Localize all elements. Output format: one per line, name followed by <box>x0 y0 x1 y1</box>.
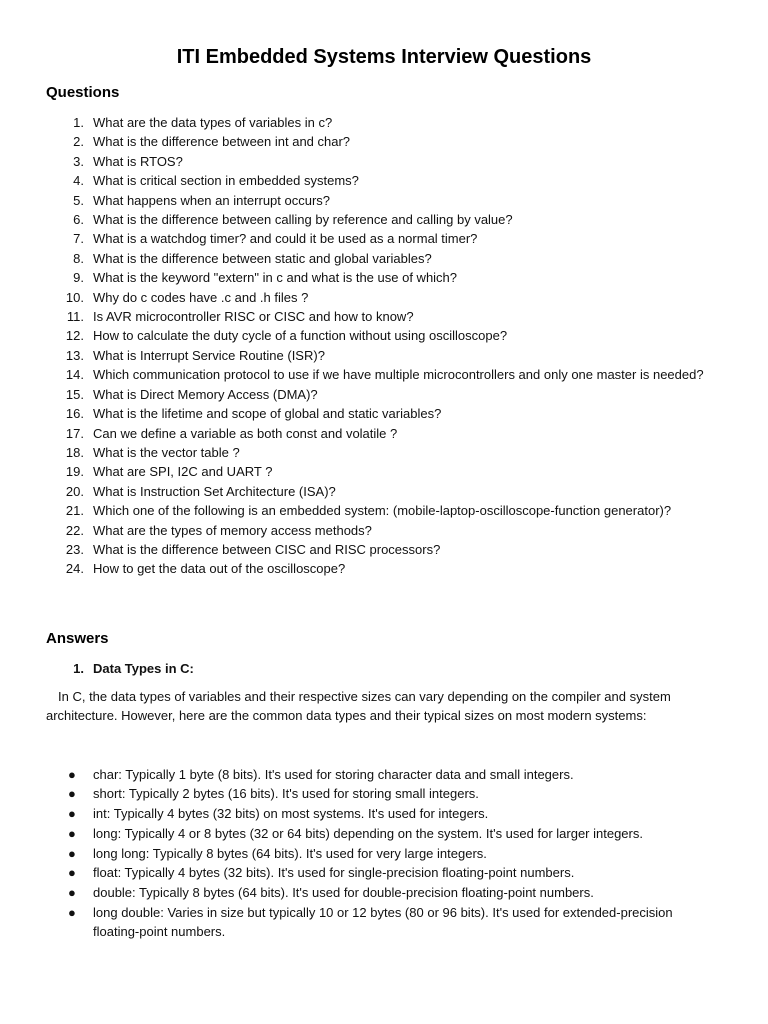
list-item <box>46 903 722 942</box>
question-item <box>46 424 722 443</box>
question-number: 21. <box>65 503 84 519</box>
question-item <box>46 443 722 462</box>
question-number: 24. <box>65 561 84 577</box>
question-item <box>46 540 722 559</box>
list-item-text: int: Typically 4 bytes (32 bits) on most systems. It's used for integers. <box>93 806 489 822</box>
bullet-icon: ● <box>68 766 76 782</box>
question-text: What is RTOS? <box>93 153 183 169</box>
question-item <box>46 229 722 248</box>
questions-heading: Questions <box>46 84 120 101</box>
question-number: 15. <box>65 386 84 402</box>
question-text: What is a watchdog timer? and could it be used as a normal timer? <box>93 231 478 247</box>
question-number: 22. <box>65 522 84 538</box>
question-item <box>46 462 722 481</box>
question-text: What is critical section in embedded systems? <box>93 173 359 189</box>
question-item <box>46 346 722 365</box>
question-item <box>46 501 722 520</box>
bullet-icon: ● <box>68 825 76 841</box>
question-item <box>46 326 722 345</box>
list-item <box>46 863 722 883</box>
question-text: How to get the data out of the oscilloscope? <box>93 561 346 577</box>
question-item <box>46 191 722 210</box>
question-item <box>46 307 722 326</box>
bullet-icon: ● <box>68 904 76 920</box>
question-text: What are the data types of variables in c? <box>93 115 333 130</box>
question-number: 10. <box>65 289 84 305</box>
question-item <box>46 152 722 171</box>
question-text: What is the keyword "extern" in c and what is the use of which? <box>93 270 458 286</box>
question-number: 9. <box>73 270 84 286</box>
question-number: 14. <box>65 367 84 383</box>
questions-list <box>46 113 722 579</box>
list-item-text: short: Typically 2 bytes (16 bits). It's used for storing small integers. <box>93 786 479 802</box>
question-text: What is the difference between int and char? <box>93 134 351 150</box>
question-number: 2. <box>73 134 84 150</box>
question-text: Can we define a variable as both const and volatile ? <box>93 425 398 441</box>
question-number: 8. <box>73 250 84 266</box>
document-title: ITI Embedded Systems Interview Questions <box>176 46 592 68</box>
question-item <box>46 171 722 190</box>
question-number: 6. <box>73 212 84 228</box>
question-text: What is Instruction Set Architecture (ISA)? <box>93 483 336 499</box>
list-item <box>46 784 722 804</box>
question-number: 5. <box>73 192 84 208</box>
question-item <box>46 210 722 229</box>
answer-title: Data Types in C: <box>93 660 194 676</box>
bullet-icon: ● <box>68 806 76 822</box>
list-item <box>46 765 722 785</box>
question-item <box>46 521 722 540</box>
bullet-icon: ● <box>68 865 76 881</box>
question-text: What happens when an interrupt occurs? <box>93 192 331 208</box>
answer-number: 1. <box>73 660 84 676</box>
question-item <box>46 482 722 501</box>
question-number: 19. <box>65 464 84 480</box>
question-item <box>46 132 722 151</box>
list-item-text: float: Typically 4 bytes (32 bits). It's used for single-precision floating-point numbers. <box>93 865 575 881</box>
question-text: Which one of the following is an embedded system: (mobile-laptop-oscilloscope-function generator)? <box>93 503 672 519</box>
question-number: 20. <box>65 483 84 499</box>
question-item <box>46 385 722 404</box>
question-item <box>46 365 722 384</box>
question-text: Is AVR microcontroller RISC or CISC and how to know? <box>93 309 414 325</box>
question-item <box>46 559 722 578</box>
bullet-icon: ● <box>68 786 76 802</box>
question-number: 12. <box>65 328 84 344</box>
data-types-list <box>46 765 722 942</box>
question-text: What is the difference between static and global variables? <box>93 250 432 266</box>
question-item <box>46 249 722 268</box>
answer-intro-paragraph: In C, the data types of variables and their respective sizes can vary depending on the compiler and system architecture. However, here are the common data types and their typical sizes on most modern systems: <box>46 688 671 724</box>
question-number: 17. <box>65 425 84 441</box>
list-item-text: char: Typically 1 byte (8 bits). It's used for storing character data and small integers. <box>93 766 574 782</box>
question-item <box>46 288 722 307</box>
question-item <box>46 113 722 132</box>
list-item-text: long double: Varies in size but typically 10 or 12 bytes (80 or 96 bits). It's used for extended-precision floating-point numbers. <box>93 904 673 940</box>
question-text: How to calculate the duty cycle of a function without using oscilloscope? <box>93 328 508 344</box>
question-text: What are SPI, I2C and UART ? <box>93 464 273 480</box>
question-text: What is the difference between calling by reference and calling by value? <box>93 212 513 228</box>
list-item <box>46 883 722 903</box>
question-number: 13. <box>65 347 84 363</box>
question-number: 18. <box>65 444 84 460</box>
question-number: 11. <box>66 309 84 325</box>
question-number: 7. <box>73 231 84 247</box>
question-text: Which communication protocol to use if we have multiple microcontrollers and only one master is needed? <box>93 367 704 383</box>
bullet-icon: ● <box>68 845 76 861</box>
question-number: 16. <box>65 406 84 422</box>
question-text: Why do c codes have .c and .h files ? <box>93 289 309 305</box>
question-item <box>46 404 722 423</box>
question-number: 3. <box>73 153 84 169</box>
question-text: What is Interrupt Service Routine (ISR)? <box>93 347 325 363</box>
question-number: 4. <box>73 173 84 189</box>
list-item <box>46 844 722 864</box>
question-number: 23. <box>65 541 84 557</box>
question-text: What is Direct Memory Access (DMA)? <box>93 386 318 402</box>
answers-heading: Answers <box>46 629 109 647</box>
list-item <box>46 804 722 824</box>
question-item <box>46 268 722 287</box>
question-text: What is the difference between CISC and RISC processors? <box>93 541 441 557</box>
list-item <box>46 824 722 844</box>
question-text: What are the types of memory access methods? <box>93 522 372 538</box>
question-number: 1. <box>73 115 84 130</box>
question-text: What is the lifetime and scope of global and static variables? <box>93 406 442 422</box>
list-item-text: double: Typically 8 bytes (64 bits). It's used for double-precision floating-point numbers. <box>93 884 594 900</box>
list-item-text: long: Typically 4 or 8 bytes (32 or 64 bits) depending on the system. It's used for larger integers. <box>93 825 643 841</box>
answer-heading <box>46 659 722 678</box>
question-text: What is the vector table ? <box>93 444 240 460</box>
bullet-icon: ● <box>68 884 76 900</box>
list-item-text: long long: Typically 8 bytes (64 bits). It's used for very large integers. <box>93 845 487 861</box>
